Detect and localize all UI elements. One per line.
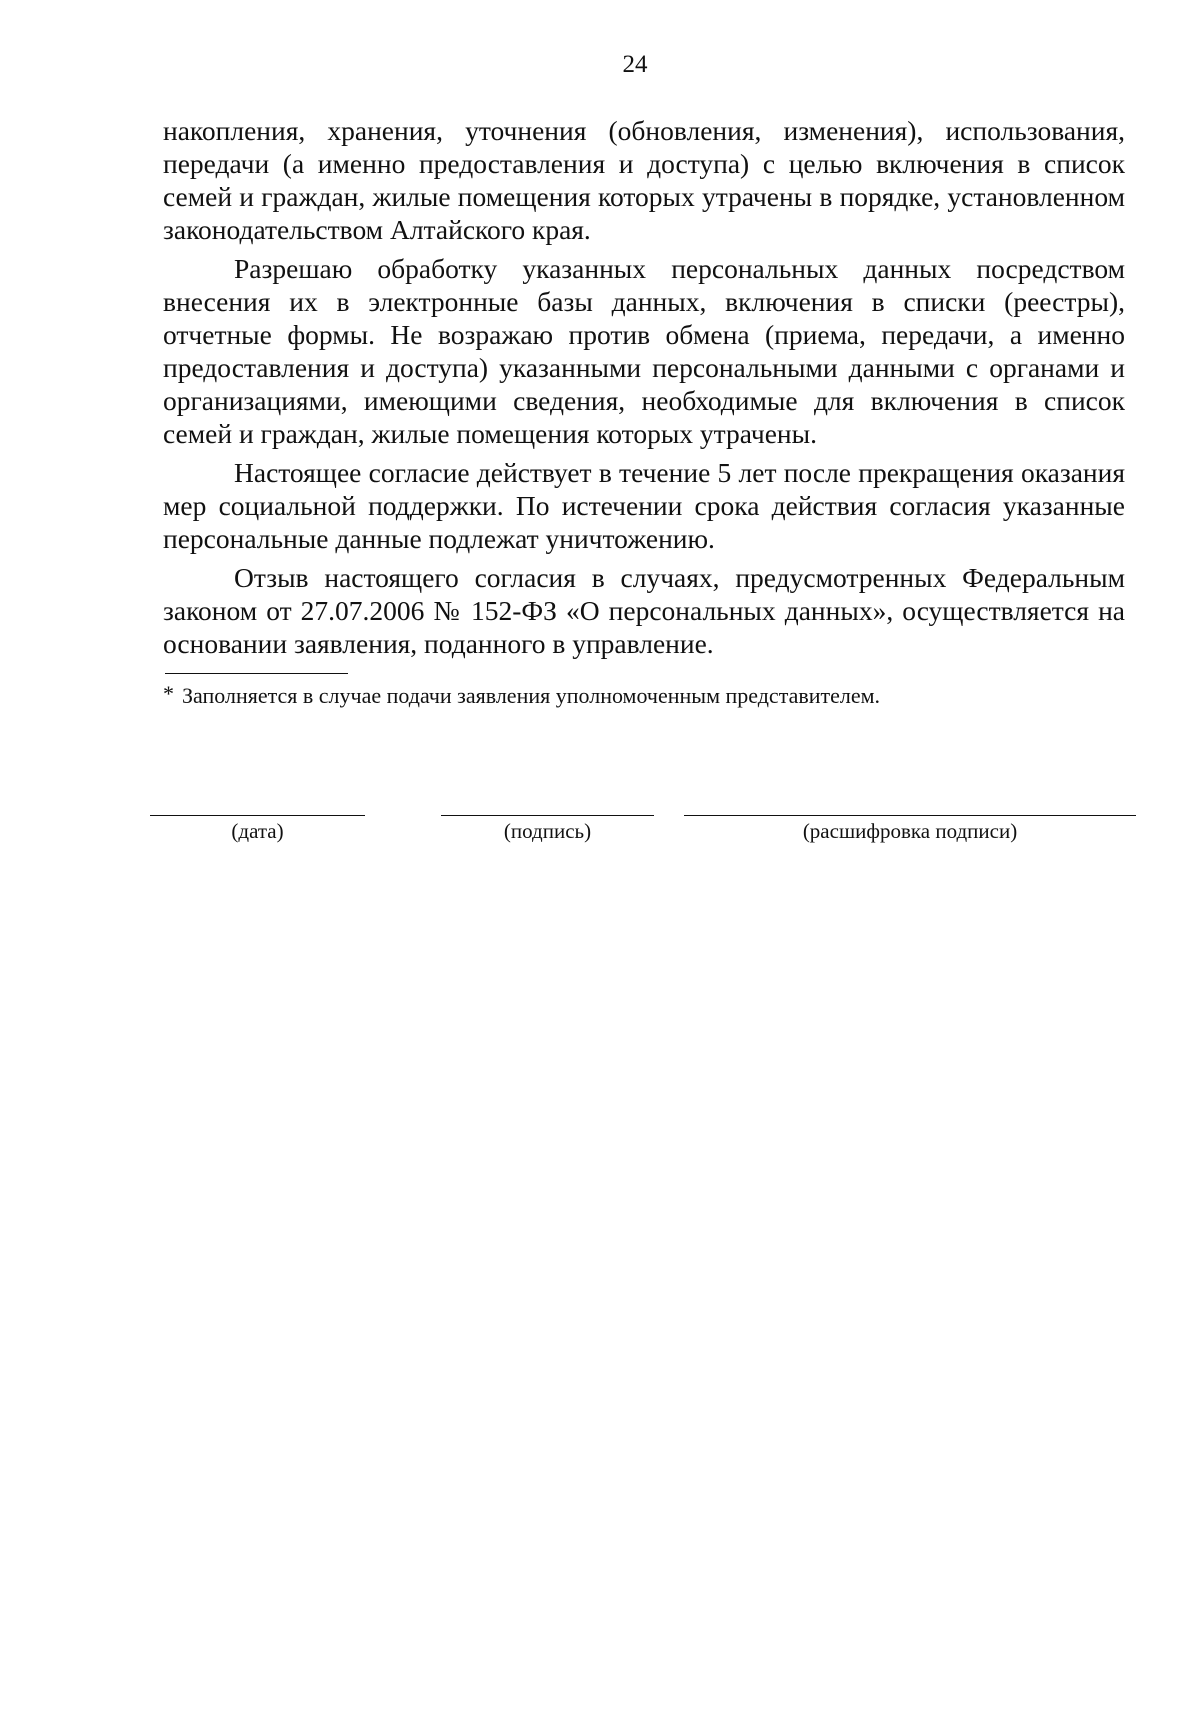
paragraph-processing-permission: Разрешаю обработку указанных персональных данных посредством внесения их в электронные базы данных, включения в списки (реестры), отчетные формы. Не возражаю против обмена (приема, передачи, а именно предоставления и доступа) указанными персональными данными с органами и организациями, имеющими сведения, необходимые для включения в список семей и граждан, жилые помещения которых утрачены. (163, 253, 1125, 449)
signature-line (441, 815, 654, 816)
paragraph-continuation: накопления, хранения, уточнения (обновления, изменения), использования, передачи (а именно предоставления и доступа) с целью включения в список семей и граждан, жилые помещения которых утрачены в порядке, установленном законодательством Алтайского края. (163, 115, 1125, 245)
date-label: (дата) (231, 819, 284, 843)
signature-decoding-line (684, 815, 1136, 816)
paragraph-validity-period: Настоящее согласие действует в течение 5 лет после прекращения оказания мер социальной поддержки. По истечении срока действия согласия указанные персональные данные подлежат уничтожению. (163, 457, 1125, 554)
paragraph-revocation: Отзыв настоящего согласия в случаях, предусмотренных Федеральным законом от 27.07.2006 № 152-ФЗ «О персональных данных», осуществляется на основании заявления, поданного в управление. (163, 562, 1125, 659)
footnote-text: Заполняется в случае подачи заявления уполномоченным представителем. (182, 683, 881, 708)
page-number: 24 (622, 51, 648, 78)
date-signature-line (150, 815, 365, 816)
signature-label: (подпись) (503, 819, 592, 843)
footnote-divider (165, 673, 348, 674)
signature-decoding-label: (расшифровка подписи) (802, 819, 1018, 843)
consent-body (163, 114, 1125, 660)
footnote-asterisk: * (163, 681, 174, 706)
footnote (163, 682, 1123, 710)
